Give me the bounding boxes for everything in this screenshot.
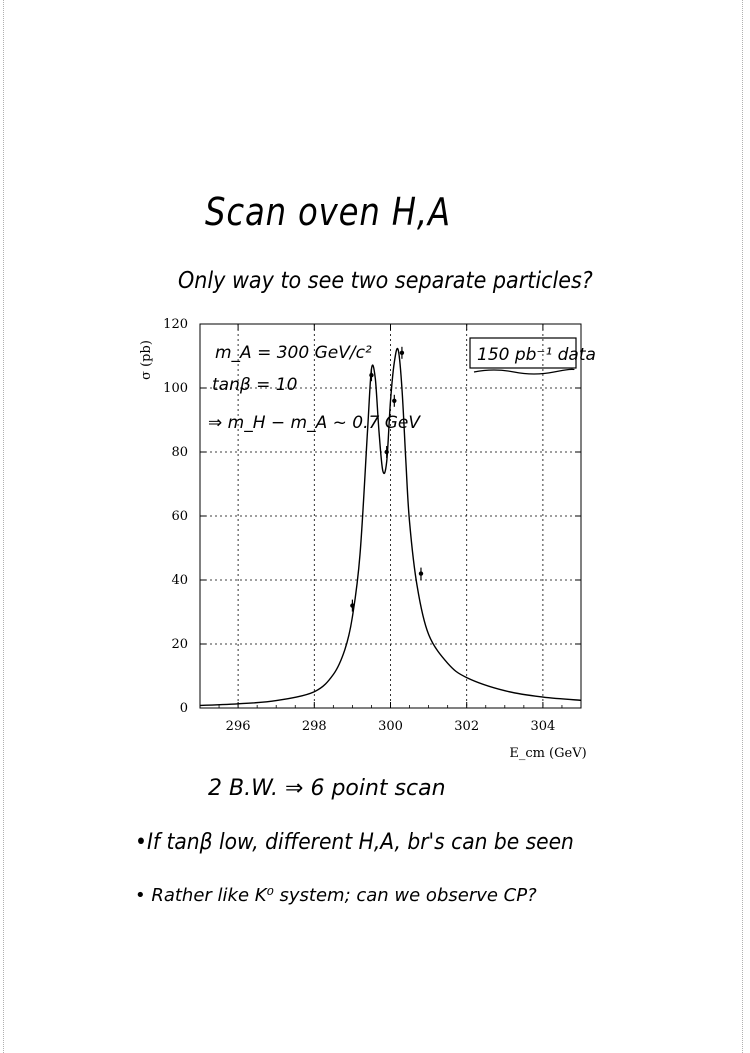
- x-tick-label: 300: [378, 719, 403, 734]
- scan-point: [384, 450, 388, 454]
- luminosity-underline: [474, 369, 574, 374]
- y-tick-label: 100: [163, 381, 188, 396]
- y-tick-label: 80: [171, 445, 188, 460]
- scan-point: [392, 399, 396, 403]
- page-title: Scan oven H,A: [205, 190, 451, 234]
- x-tick-label: 304: [530, 719, 556, 734]
- scan-points: [350, 347, 423, 612]
- y-tick-label: 40: [171, 573, 188, 588]
- y-tick-labels: [163, 317, 188, 716]
- x-tick-label: 298: [301, 719, 327, 734]
- scan-point: [350, 603, 354, 607]
- bullet-cp: • Rather like K⁰ system; can we observe CP?: [135, 885, 537, 906]
- y-tick-label: 20: [171, 637, 188, 652]
- y-tick-label: 0: [179, 701, 188, 716]
- bullet-tanbeta: •If tanβ low, different H,A, br's can be seen: [135, 830, 574, 855]
- y-tick-label: 120: [163, 317, 188, 332]
- scan-point: [419, 571, 423, 575]
- page-subtitle: Only way to see two separate particles?: [178, 268, 593, 294]
- scan-note: 2 B.W. ⇒ 6 point scan: [208, 776, 446, 801]
- y-tick-label: 60: [171, 509, 188, 524]
- x-axis-label: E_cm (GeV): [509, 746, 587, 761]
- annotation-luminosity: 150 pb⁻¹ data: [477, 345, 596, 365]
- x-tick-label: 296: [225, 719, 251, 734]
- x-tick-labels: [226, 719, 556, 734]
- annotation-tanbeta: tanβ = 10: [212, 375, 298, 395]
- y-axis-label: σ (pb): [139, 340, 154, 380]
- scan-point: [400, 351, 404, 355]
- scan-point: [369, 373, 373, 377]
- x-tick-label: 302: [454, 719, 480, 734]
- annotation-mass-diff: ⇒ m_H − m_A ~ 0.7 GeV: [208, 413, 420, 433]
- series-line: [200, 348, 581, 705]
- annotation-mass: m_A = 300 GeV/c²: [215, 343, 372, 363]
